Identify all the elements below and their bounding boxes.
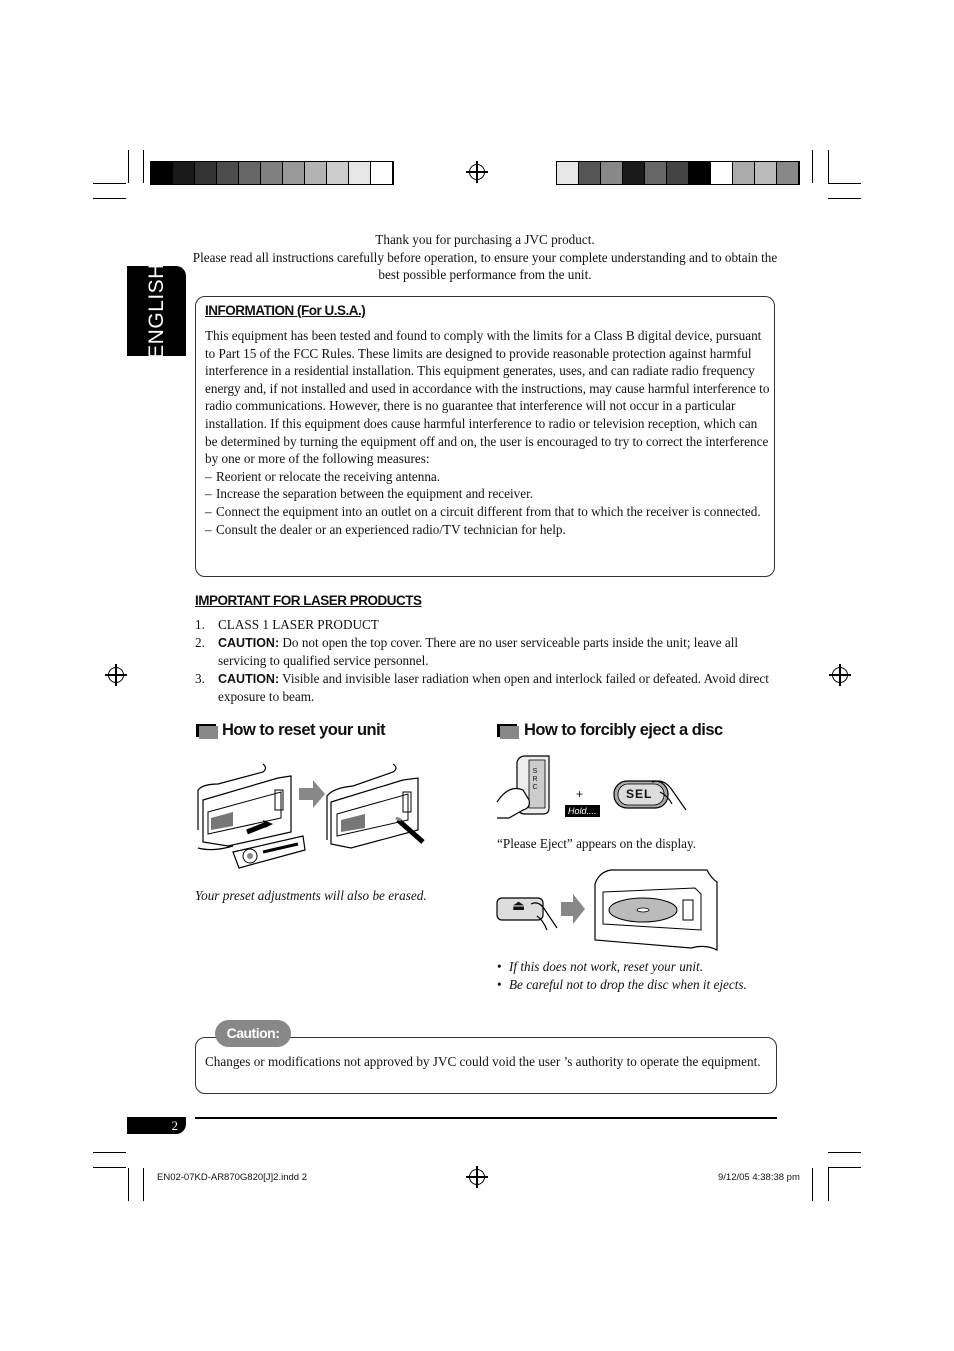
laser-section-title: IMPORTANT FOR LASER PRODUCTS (195, 593, 422, 608)
measure-item: – Increase the separation between the equipment and receiver. (205, 485, 770, 503)
eject-notes (497, 958, 747, 994)
laser-item-number: 2. (195, 634, 205, 650)
eject-illustration (495, 864, 719, 954)
information-body (205, 327, 770, 538)
crop-mark (812, 1168, 813, 1201)
color-registration-bar (150, 161, 394, 185)
intro-text (190, 231, 780, 284)
eject-display-text: “Please Eject” appears on the display. (497, 836, 697, 851)
crop-mark (828, 1152, 861, 1153)
crop-mark (128, 150, 129, 183)
laser-item-number: 3. (195, 670, 205, 686)
src-button-label: SRC (532, 768, 538, 791)
registration-swatch (777, 162, 799, 184)
registration-swatch (733, 162, 755, 184)
reset-section-title: How to reset your unit (222, 721, 386, 739)
crop-mark (93, 198, 126, 199)
crop-mark (828, 183, 861, 184)
crop-mark (143, 150, 144, 183)
crop-mark (828, 1168, 829, 1201)
crop-mark (828, 1167, 861, 1168)
caution-text: Changes or modifications not approved by JVC could void the user ’s authority to operate the equipment. (205, 1054, 761, 1069)
registration-swatch (645, 162, 667, 184)
registration-swatch (667, 162, 689, 184)
laser-list (195, 616, 775, 706)
eject-icon: ⏏ (512, 899, 526, 914)
language-tab-label: ENGLISH (144, 263, 168, 359)
crop-mark (828, 150, 829, 183)
eject-note: • Be careful not to drop the disc when it ejects. (497, 976, 747, 994)
hold-label: Hold.... (565, 805, 600, 817)
footer-rule (195, 1117, 777, 1119)
color-registration-bar (556, 161, 800, 185)
caution-label: CAUTION: (218, 635, 280, 650)
eject-note: • If this does not work, reset your unit. (497, 958, 747, 976)
measure-item: – Reorient or relocate the receiving antenna. (205, 468, 770, 486)
registration-swatch (305, 162, 327, 184)
registration-target-icon (469, 1169, 485, 1185)
registration-swatch (283, 162, 305, 184)
registration-swatch (755, 162, 777, 184)
registration-swatch (349, 162, 371, 184)
registration-swatch (689, 162, 711, 184)
registration-swatch (217, 162, 239, 184)
laser-item (195, 670, 775, 706)
crop-mark (828, 198, 861, 199)
crop-mark (93, 1152, 126, 1153)
registration-swatch (601, 162, 623, 184)
laser-item-text: Do not open the top cover. There are no user serviceable parts inside the unit; leave all servicing to qualified service personnel. (218, 634, 739, 668)
laser-item-text: Visible and invisible laser radiation when open and interlock failed or defeated. Avoid direct exposure to beam. (218, 670, 769, 704)
caution-pill: Caution: (215, 1020, 291, 1047)
information-paragraph: This equipment has been tested and found to comply with the limits for a Class B digital device, pursuant to Part 15 of the FCC Rules. These limits are designed to provide reasonable protection against harmful interference in a residential installation. This equipment generates, uses, and can radiate radio frequency energy and, if not installed and used in accordance with the instructions, may cause harmful interference to radio communications. However, there is no guarantee that interference will not occur in a particular installation. If this equipment does cause harmful interference to radio or television reception, which can be determined by turning the equipment off and on, the user is encouraged to try to correct the interference by one or more of the following measures: (205, 328, 770, 467)
plus-sign: + (576, 787, 584, 801)
section-marker-icon (497, 724, 519, 739)
measure-item: – Consult the dealer or an experienced radio/TV technician for help. (205, 521, 770, 539)
eject-section-title: How to forcibly eject a disc (524, 721, 723, 739)
reset-illustration (193, 760, 433, 878)
laser-item-text: CLASS 1 LASER PRODUCT (218, 617, 379, 632)
registration-swatch (579, 162, 601, 184)
crop-mark (93, 183, 126, 184)
section-marker-icon (196, 724, 218, 739)
intro-line-2: Please read all instructions carefully before operation, to ensure your complete understanding and to obtain the best possible performance from the unit. (192, 249, 778, 282)
sel-button-label: SEL (626, 787, 653, 801)
slug-date: 9/12/05 4:38:38 pm (718, 1172, 800, 1183)
crop-mark (812, 150, 813, 183)
registration-swatch (557, 162, 579, 184)
caution-label: CAUTION: (218, 671, 280, 686)
crop-mark (93, 1167, 126, 1168)
src-button-illustration (495, 752, 555, 824)
intro-line-1: Thank you for purchasing a JVC product. (375, 232, 595, 247)
registration-swatch (195, 162, 217, 184)
page-number: 2 (127, 1117, 186, 1134)
registration-swatch (711, 162, 733, 184)
information-title: INFORMATION (For U.S.A.) (205, 303, 366, 318)
slug-filename: EN02-07KD-AR870G820[J]2.indd 2 (157, 1172, 307, 1183)
registration-target-icon (108, 667, 124, 683)
laser-item-number: 1. (195, 617, 205, 632)
registration-swatch (327, 162, 349, 184)
crop-mark (143, 1168, 144, 1201)
registration-target-icon (469, 164, 485, 180)
registration-swatch (371, 162, 393, 184)
registration-swatch (623, 162, 645, 184)
registration-swatch (173, 162, 195, 184)
registration-target-icon (832, 667, 848, 683)
registration-swatch (151, 162, 173, 184)
registration-swatch (261, 162, 283, 184)
laser-item (195, 616, 775, 634)
reset-caption: Your preset adjustments will also be erased. (195, 888, 427, 903)
crop-mark (128, 1168, 129, 1201)
laser-item (195, 634, 775, 670)
registration-swatch (239, 162, 261, 184)
measure-item: – Connect the equipment into an outlet on a circuit different from that to which the receiver is connected. (205, 503, 770, 521)
language-tab (127, 263, 186, 359)
